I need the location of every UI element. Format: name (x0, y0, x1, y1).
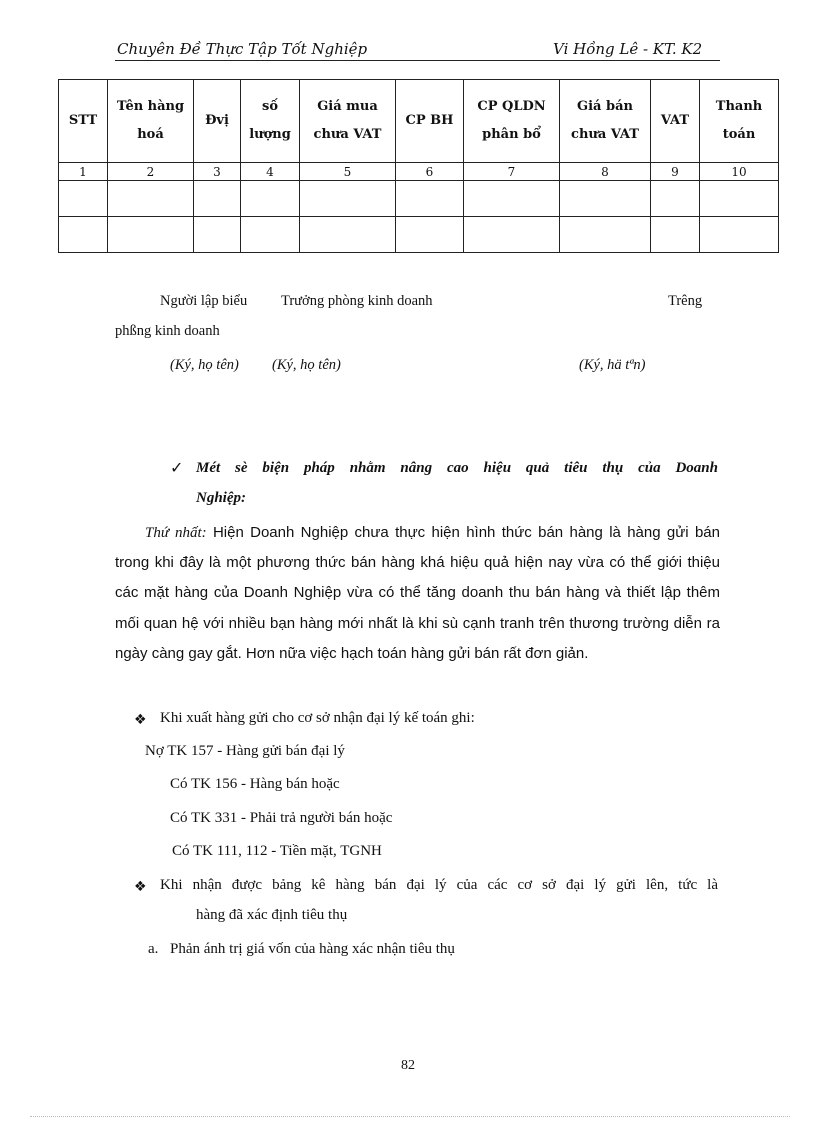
table-cell (651, 181, 700, 217)
signature-role-sales-head: Trưởng phòng kinh doanh (281, 293, 433, 309)
table-cell (464, 217, 560, 253)
table-cell (241, 217, 300, 253)
col-header-gia-mua: Giá mua chưa VAT (300, 80, 396, 163)
col-header-dvi: Đvị (194, 80, 241, 163)
table-cell (700, 181, 779, 217)
table-cell (108, 181, 194, 217)
col-number: 2 (108, 163, 194, 181)
signature-hint-sales-head: (Ký, họ tên) (272, 357, 341, 373)
col-header-vat: VAT (651, 80, 700, 163)
page-bottom-rule (30, 1116, 790, 1117)
list-item: Khi nhận được bảng kê hàng bán đại lý của các cơ sở đại lý gửi lên, tức là (160, 877, 718, 893)
header-rule (115, 60, 720, 61)
col-number: 6 (396, 163, 464, 181)
section-heading-cont: Nghiệp: (196, 490, 246, 506)
col-header-so-luong: số lượng (241, 80, 300, 163)
table-number-row (59, 163, 779, 181)
table-row (59, 181, 779, 217)
table-cell (194, 217, 241, 253)
section-heading: Mét sè biện pháp nhằm nâng cao hiệu quả tiêu thụ của Doanh (196, 460, 718, 476)
table-row (59, 217, 779, 253)
table-cell (396, 217, 464, 253)
col-header-stt: STT (59, 80, 108, 163)
col-number: 7 (464, 163, 560, 181)
sales-form-table (58, 79, 779, 253)
table-cell (700, 217, 779, 253)
col-header-thanh-toan: Thanh toán (700, 80, 779, 163)
item-label: a. (148, 941, 159, 957)
table-cell (560, 181, 651, 217)
table-cell (59, 181, 108, 217)
list-item-cont: hàng đã xác định tiêu thụ (196, 907, 348, 923)
table-cell (300, 217, 396, 253)
table-cell (651, 217, 700, 253)
col-header-gia-ban: Giá bán chưa VAT (560, 80, 651, 163)
col-number: 1 (59, 163, 108, 181)
col-number: 5 (300, 163, 396, 181)
diamond-bullet-icon: ❖ (134, 879, 147, 895)
page-number: 82 (401, 1058, 415, 1073)
credit-entry: Có TK 156 - Hàng bán hoặc (170, 776, 340, 792)
paragraph-lead: Thứ nhất: (145, 525, 207, 541)
table-cell (194, 181, 241, 217)
signature-role-dept-head-cont: phßng kinh doanh (115, 323, 220, 339)
list-item: Phản ánh trị giá vốn của hàng xác nhận tiêu thụ (170, 941, 455, 957)
col-header-ten-hang: Tên hàng hoá (108, 80, 194, 163)
col-number: 10 (700, 163, 779, 181)
debit-entry: Nợ TK 157 - Hàng gửi bán đại lý (145, 743, 345, 759)
check-icon: ✓ (170, 458, 184, 477)
diamond-bullet-icon: ❖ (134, 712, 147, 728)
table-header-row (59, 80, 779, 163)
table-cell (300, 181, 396, 217)
table-cell (560, 217, 651, 253)
col-number: 9 (651, 163, 700, 181)
header-author: Vi Hồng Lê - KT. K2 (553, 40, 703, 58)
col-header-cp-bh: CP BH (396, 80, 464, 163)
signature-hint-dept-head: (Ký, hä tªn) (579, 357, 646, 373)
paragraph-first-measure (115, 518, 720, 669)
table-cell (241, 181, 300, 217)
signature-role-dept-head: Trêng (668, 293, 703, 309)
col-number: 4 (241, 163, 300, 181)
table-cell (108, 217, 194, 253)
table-cell (59, 217, 108, 253)
credit-entry: Có TK 111, 112 - Tiền mặt, TGNH (172, 843, 382, 859)
signature-role-preparer: Người lập biểu (160, 293, 248, 309)
signature-hint-preparer: (Ký, họ tên) (170, 357, 239, 373)
paragraph-body: Hiện Doanh Nghiệp chưa thực hiện hình thức bán hàng là hàng gửi bán trong khi đây là một phương thức bán hàng khá hiệu quả hiện nay vừa có thể giới thiệu các mặt hàng của Doanh Nghiệp vừa có thể tăng doanh thu bán hàng và thiết lập thêm mối quan hệ với nhiều bạn hàng mới nhất là khi sù cạnh tranh trên thương trường diễn ra ngày càng gay gắt. Hơn nữa việc hạch toán hàng gửi bán rất đơn giản. (115, 524, 720, 662)
col-number: 3 (194, 163, 241, 181)
list-item: Khi xuất hàng gửi cho cơ sở nhận đại lý kế toán ghi: (160, 710, 475, 726)
credit-entry: Có TK 331 - Phải trả người bán hoặc (170, 810, 393, 826)
header-title: Chuyên Đề Thực Tập Tốt Nghiệp (117, 40, 368, 58)
table-cell (396, 181, 464, 217)
table-cell (464, 181, 560, 217)
col-number: 8 (560, 163, 651, 181)
col-header-cp-qldn: CP QLDN phân bổ (464, 80, 560, 163)
